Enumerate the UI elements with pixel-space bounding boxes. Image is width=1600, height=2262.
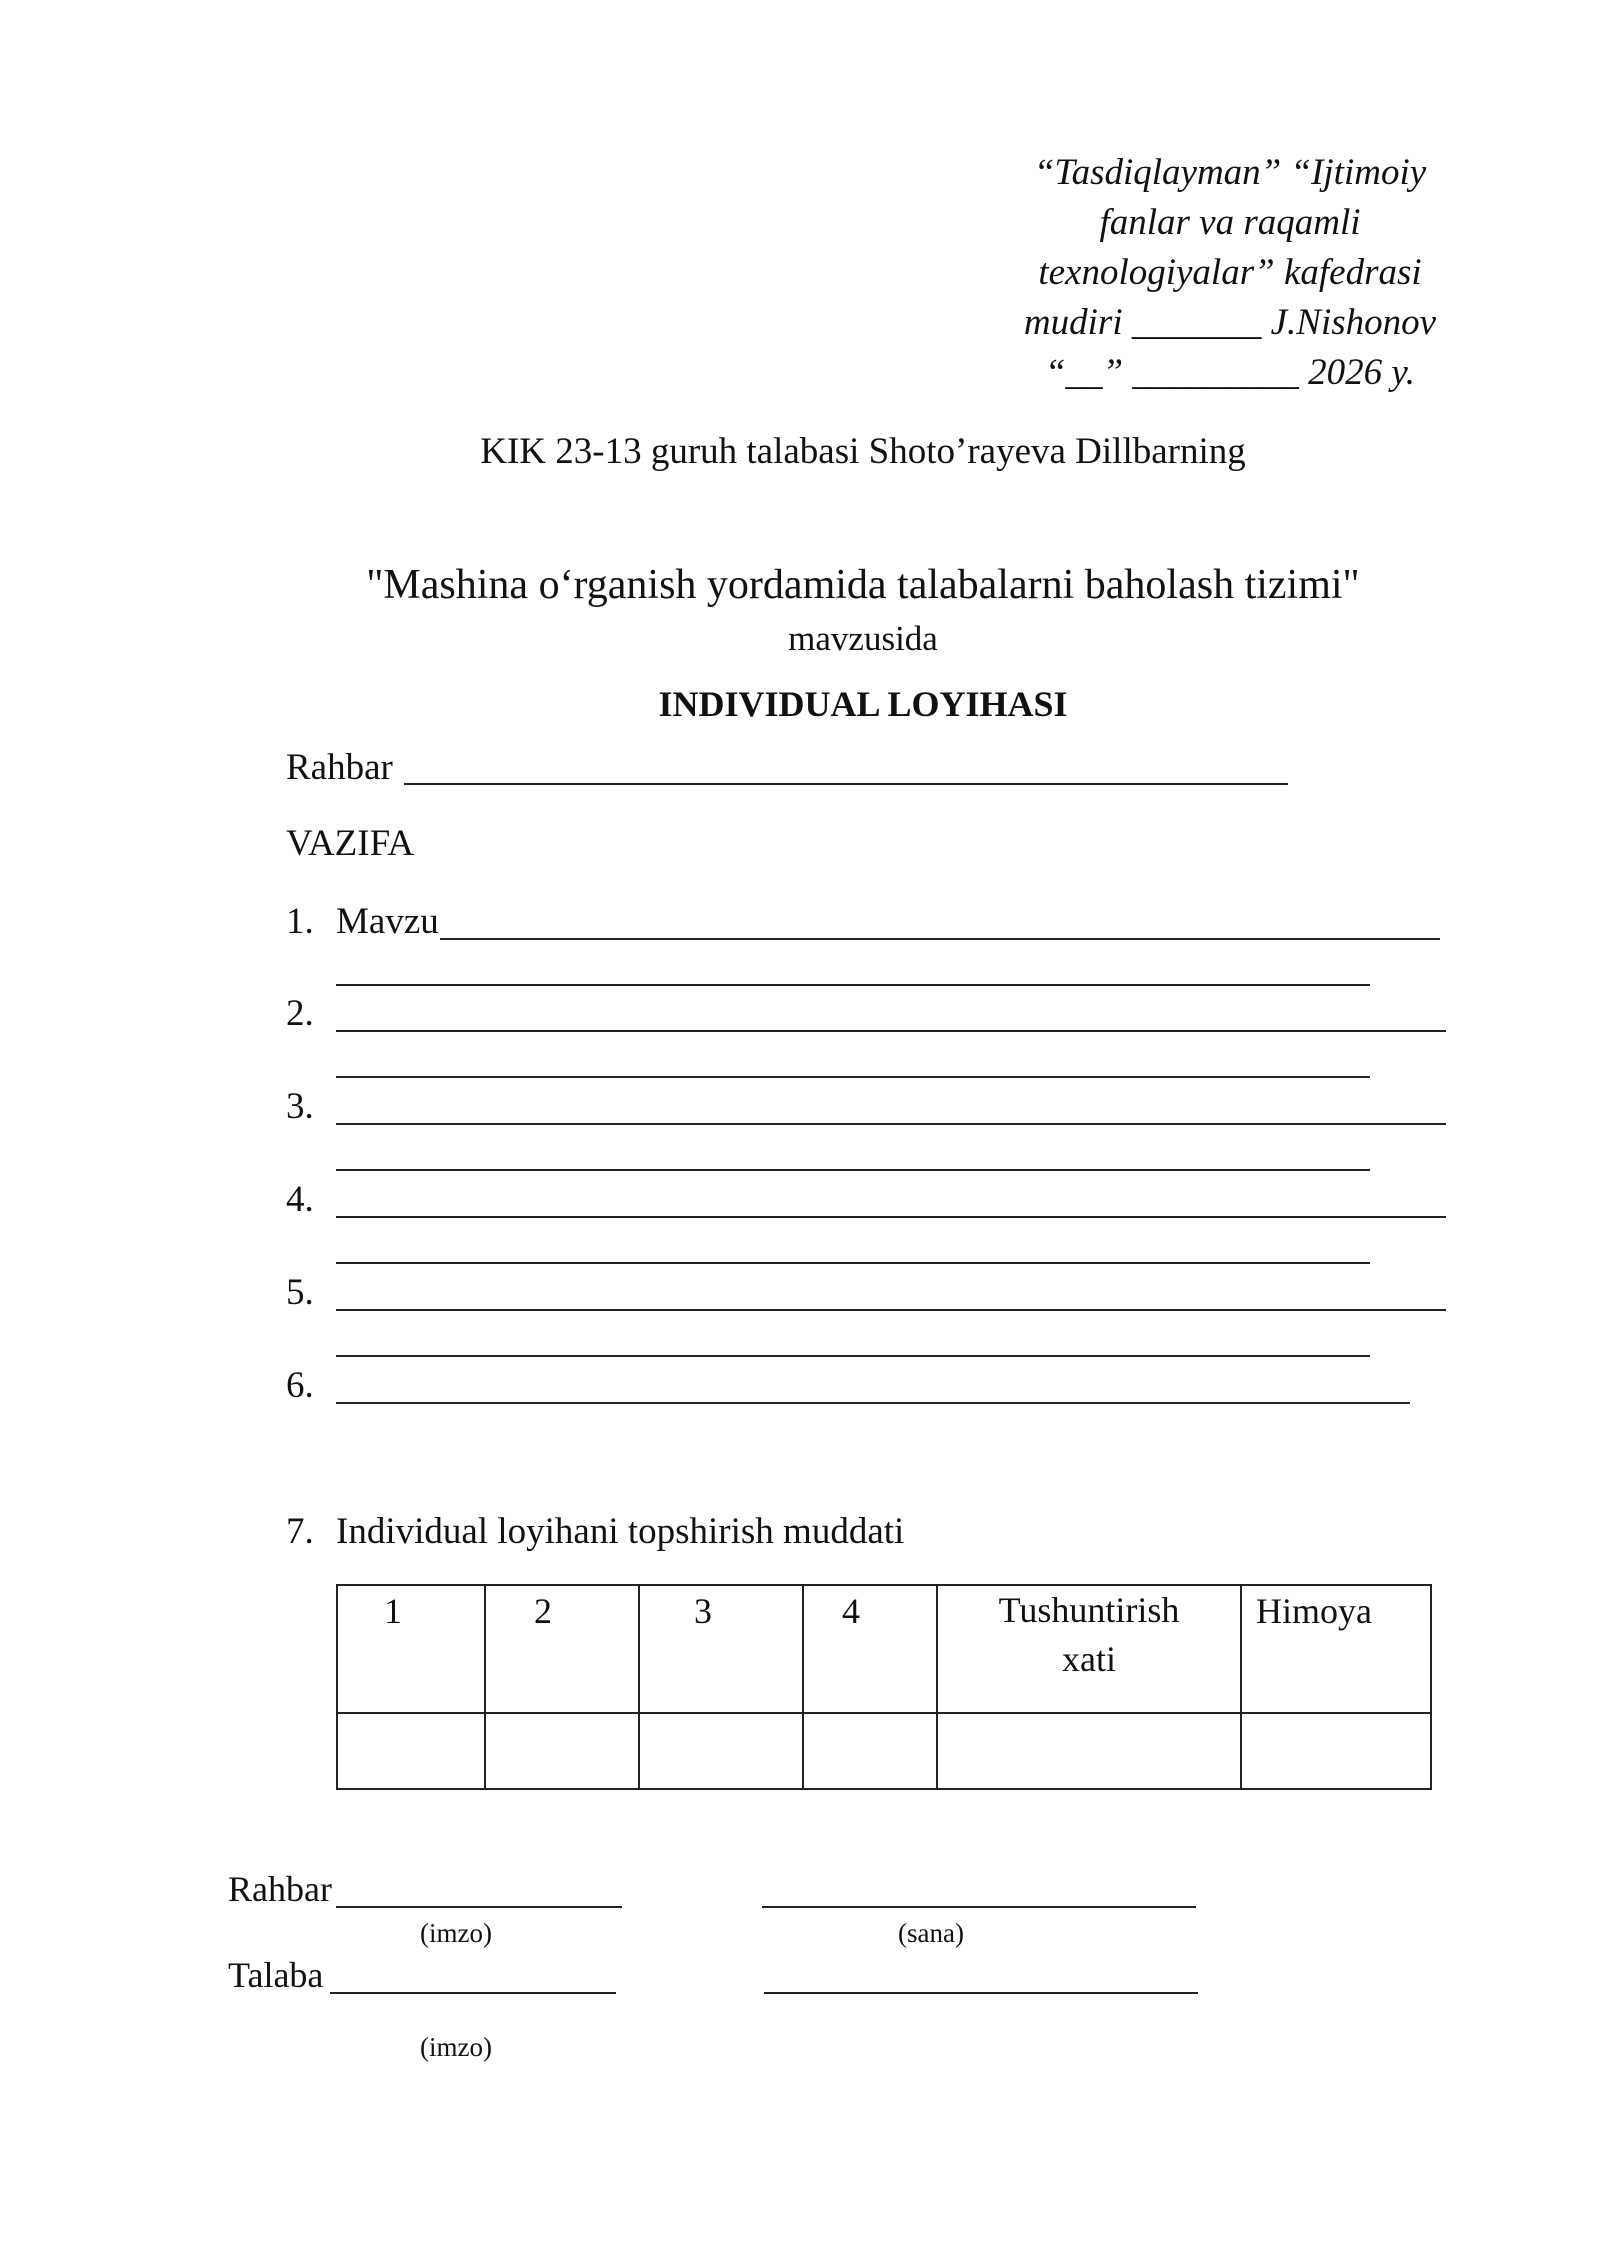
student-line: KIK 23-13 guruh talabasi Shoto’rayeva Dillbarning [480, 431, 1246, 472]
approval-line-4: mudiri _______ J.Nishonov [1023, 302, 1437, 343]
deadline-header-cell: 4 [803, 1585, 937, 1713]
supervisor-signature-note: (imzo) [420, 1918, 492, 1948]
supervisor-date-note: (sana) [898, 1918, 964, 1948]
task-line-6[interactable] [336, 1402, 1410, 1404]
deadline-entry-cell[interactable] [937, 1713, 1241, 1789]
task-line-4b[interactable] [336, 1262, 1370, 1264]
task-line-1b[interactable] [336, 984, 1370, 986]
approval-line-3: texnologiyalar” kafedrasi [1038, 252, 1422, 293]
task-line-3b[interactable] [336, 1169, 1370, 1171]
deadline-table [336, 1584, 1432, 1790]
deadline-entry-row [337, 1713, 1431, 1789]
deadline-header-cell: Tushuntirish xati [937, 1585, 1241, 1713]
task-line-4a[interactable] [336, 1216, 1446, 1218]
task-line-5a[interactable] [336, 1309, 1446, 1311]
topic-suffix: mavzusida [788, 619, 938, 658]
deadline-header-row [337, 1585, 1431, 1713]
approval-line-5: “__” _________ 2026 y. [1044, 352, 1416, 393]
deadline-entry-cell[interactable] [337, 1713, 485, 1789]
task-line-3a[interactable] [336, 1123, 1446, 1125]
task-heading: VAZIFA [286, 823, 415, 864]
deadline-entry-cell[interactable] [1241, 1713, 1431, 1789]
task-line-5b[interactable] [336, 1355, 1370, 1357]
student-signature-line[interactable] [330, 1992, 616, 1994]
supervisor-label: Rahbar [286, 747, 393, 788]
deadline-entry-cell[interactable] [485, 1713, 639, 1789]
deadline-header-cell: 3 [639, 1585, 803, 1713]
task-number-7: 7. [286, 1511, 314, 1552]
approval-block [1010, 148, 1450, 398]
approval-line-2: fanlar va raqamli [1099, 202, 1361, 243]
task-line-1a[interactable] [440, 938, 1440, 940]
task-number-5: 5. [286, 1272, 314, 1313]
supervisor-field-line[interactable] [404, 783, 1288, 785]
supervisor-signature-line[interactable] [336, 1906, 622, 1908]
task-number-6: 6. [286, 1365, 314, 1406]
deadline-entry-cell[interactable] [639, 1713, 803, 1789]
signature-student-label: Talaba [228, 1955, 324, 1995]
task-line-2a[interactable] [336, 1030, 1446, 1032]
task-number-3: 3. [286, 1086, 314, 1127]
signature-supervisor-label: Rahbar [228, 1869, 332, 1909]
project-title: INDIVIDUAL LOYIHASI [658, 684, 1068, 724]
topic-title: "Mashina oʻrganish yordamida talabalarni baholash tizimi" [366, 562, 1360, 608]
student-signature-note: (imzo) [420, 2032, 492, 2062]
student-date-line[interactable] [764, 1992, 1198, 1994]
task-number-2: 2. [286, 993, 314, 1034]
task-number-4: 4. [286, 1179, 314, 1220]
supervisor-date-line[interactable] [762, 1906, 1196, 1908]
deadline-header-cell: 2 [485, 1585, 639, 1713]
task-label-7: Individual loyihani topshirish muddati [336, 1511, 905, 1552]
approval-line-1: “Tasdiqlayman” “Ijtimoiy [1033, 152, 1427, 193]
deadline-header-cell: 1 [337, 1585, 485, 1713]
task-label-1: Mavzu [336, 901, 439, 942]
deadline-entry-cell[interactable] [803, 1713, 937, 1789]
task-number-1: 1. [286, 901, 314, 942]
task-line-2b[interactable] [336, 1076, 1370, 1078]
deadline-header-cell: Himoya [1241, 1585, 1431, 1713]
